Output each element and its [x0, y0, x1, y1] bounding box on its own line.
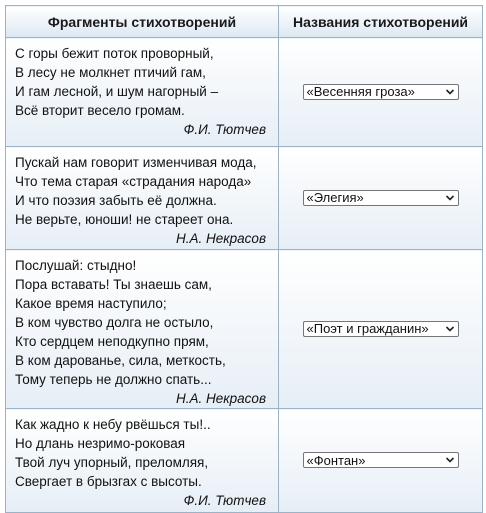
fragment-cell — [6, 147, 279, 250]
poem-fragment — [6, 409, 278, 510]
poem-line: Что тема старая «страдания народа» — [15, 174, 252, 189]
table-row — [6, 38, 483, 147]
title-cell — [279, 250, 483, 409]
poem-line: И что поэзия забыть её должна. — [15, 193, 217, 208]
title-select-value: «Поэт и гражданин» — [306, 321, 429, 336]
poem-line: Всё вторит весело громам. — [15, 103, 185, 118]
title-select[interactable] — [303, 321, 459, 337]
fragment-cell — [6, 409, 279, 513]
poem-line: Какое время наступило; — [15, 296, 167, 311]
poem-line: Как жадно к небу рвёшься ты!.. — [15, 417, 211, 432]
fragment-cell — [6, 38, 279, 147]
poem-line: Твой луч упорный, преломляя, — [15, 455, 209, 470]
poem-line: Пора вставать! Ты знаешь сам, — [15, 277, 212, 292]
poem-line: В лесу не молкнет птичий гам, — [15, 65, 206, 80]
poem-fragment — [6, 250, 278, 408]
chevron-down-icon — [445, 324, 455, 334]
fragment-cell — [6, 250, 279, 409]
poem-line: Послушай: стыдно! — [15, 258, 137, 273]
poem-line: В ком чувство долга не остыло, — [15, 315, 214, 330]
chevron-down-icon — [445, 193, 455, 203]
poem-author: Ф.И. Тютчев — [183, 493, 266, 508]
header-fragments: Фрагменты стихотворений — [6, 6, 279, 38]
poem-fragment — [6, 147, 278, 248]
title-select-value: «Весенняя гроза» — [306, 84, 415, 99]
chevron-down-icon — [445, 87, 455, 97]
poem-author: Ф.И. Тютчев — [183, 122, 266, 137]
table-row — [6, 409, 483, 513]
poem-line: И гам лесной, и шум нагорный – — [15, 84, 219, 99]
poem-author: Н.А. Некрасов — [176, 391, 266, 406]
poem-author: Н.А. Некрасов — [176, 231, 266, 246]
title-select-value: «Элегия» — [306, 190, 364, 205]
poem-line: Но длань незримо-роковая — [15, 436, 186, 451]
table-row — [6, 147, 483, 250]
header-titles: Названия стихотворений — [279, 6, 483, 38]
poem-line: Не верьте, юноши! не стареет она. — [15, 212, 234, 227]
table-row — [6, 250, 483, 409]
poem-line: В ком дарованье, сила, меткость, — [15, 353, 226, 368]
poem-fragment — [6, 38, 278, 139]
poem-line: Пускай нам говорит изменчивая мода, — [15, 155, 257, 170]
title-cell — [279, 38, 483, 147]
title-select[interactable] — [303, 452, 459, 468]
title-select[interactable] — [303, 190, 459, 206]
header-row — [6, 6, 483, 38]
title-cell — [279, 409, 483, 513]
poem-line: Кто сердцем неподкупно прям, — [15, 334, 209, 349]
poem-line: Свергает в брызгах с высоты. — [15, 474, 202, 489]
title-select[interactable] — [303, 84, 459, 100]
chevron-down-icon — [445, 455, 455, 465]
title-select-value: «Фонтан» — [306, 452, 366, 468]
matching-table — [5, 5, 483, 513]
poem-line: Тому теперь не должно спать... — [15, 372, 212, 387]
poem-line: С горы бежит поток проворный, — [15, 46, 214, 61]
title-cell — [279, 147, 483, 250]
